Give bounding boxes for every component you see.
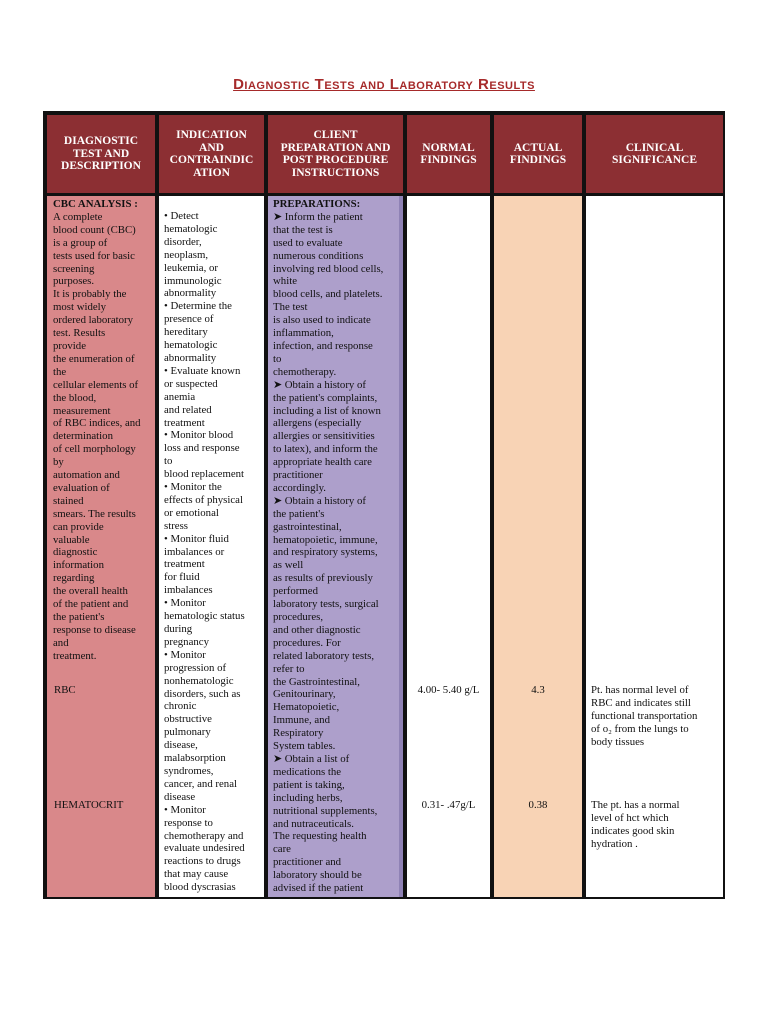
description-line: diagnostic — [53, 546, 98, 559]
col-actual-findings — [494, 196, 582, 897]
description-line: automation and — [53, 469, 120, 482]
instruction-line: is also used to indicate — [273, 314, 371, 327]
indication-line: disorder, — [164, 235, 202, 248]
indication-line: disorders, such as — [164, 687, 241, 700]
description-line: is a group of — [53, 236, 108, 249]
instruction-line: Respiratory — [273, 727, 324, 740]
description-line: blood count (CBC) — [53, 223, 136, 236]
instruction-line: practitioner — [273, 469, 323, 482]
instruction-line: used to evaluate — [273, 236, 343, 249]
indication-line: evaluate undesired — [164, 842, 245, 855]
indication-line: • Monitor — [164, 803, 206, 816]
indication-line: hematologic — [164, 339, 218, 352]
instruction-line: ➤ Obtain a history of — [273, 494, 367, 507]
description-line: valuable — [53, 533, 90, 546]
indication-line: to — [164, 455, 173, 468]
instruction-line: The requesting health — [273, 830, 367, 843]
rbc-normal-value: 4.00- 5.40 g/L — [417, 684, 480, 696]
indication-line: blood replacement — [164, 468, 245, 481]
indication-line: disease, — [164, 739, 198, 752]
instruction-line: and respiratory systems, — [273, 546, 378, 559]
instruction-line: laboratory should be — [273, 869, 362, 882]
indication-line: • Monitor blood — [164, 429, 234, 442]
col-clinical-significance — [586, 196, 723, 897]
rbc-label: RBC — [54, 684, 76, 696]
description-line: by — [53, 456, 64, 469]
significance-line: level of hct which — [591, 811, 669, 824]
description-line: regarding — [53, 572, 95, 585]
description-line: A complete — [53, 210, 103, 223]
instruction-line: that the test is — [273, 223, 333, 236]
instruction-line: chemotherapy. — [273, 365, 337, 378]
significance-line: Pt. has normal level of — [591, 684, 689, 696]
instruction-line: allergies or sensitivities — [273, 430, 375, 443]
description-line: and — [53, 636, 69, 649]
description-line: of the patient and — [53, 598, 129, 611]
instruction-line: to latex), and inform the — [273, 443, 378, 456]
indication-line: • Evaluate known — [164, 364, 241, 377]
description-line: can provide — [53, 520, 104, 533]
instruction-line: hematopoietic, immune, — [273, 533, 378, 546]
page-title: Diagnostic Tests and Laboratory Results — [233, 76, 535, 93]
indication-line: hematologic status — [164, 610, 245, 623]
indication-line: • Detect — [164, 210, 199, 222]
indication-line: treatment — [164, 558, 205, 571]
header-clinical-significance: CLINICAL SIGNIFICANCE — [586, 115, 723, 193]
description-line: purposes. — [53, 275, 95, 288]
description-line: provide — [53, 339, 86, 352]
instruction-line: involving red blood cells, — [273, 262, 384, 275]
instruction-line: the patient's complaints, — [273, 391, 378, 404]
indication-line: anemia — [164, 390, 196, 403]
description-line: cellular elements of — [53, 378, 139, 391]
indication-line: stress — [164, 519, 188, 532]
significance-line: of o₂ from the lungs to — [591, 722, 689, 735]
significance-line: indicates good skin — [591, 824, 675, 837]
cbc-description — [53, 211, 150, 663]
indication-line: treatment — [164, 416, 205, 429]
description-line: tests used for basic — [53, 249, 135, 262]
instruction-line: ➤ Obtain a list of — [273, 752, 350, 765]
description-line: screening — [53, 262, 95, 275]
indication-line: pregnancy — [164, 635, 209, 648]
header-normal-findings: NORMAL FINDINGS — [407, 115, 490, 193]
indication-line: chronic — [164, 700, 197, 713]
description-line: of cell morphology — [53, 443, 136, 456]
instruction-line: the patient's — [273, 507, 325, 520]
instruction-line: and nutraceuticals. — [273, 817, 354, 830]
indication-line: response to — [164, 816, 213, 829]
indication-line: cancer, and renal — [164, 777, 237, 790]
instruction-line: medications the — [273, 765, 342, 778]
instruction-line: as results of previously — [273, 572, 373, 585]
instruction-line: System tables. — [273, 740, 336, 753]
instruction-line: Genitourinary, — [273, 688, 336, 701]
indication-line: syndromes, — [164, 764, 214, 777]
description-line: the blood, — [53, 391, 97, 404]
instruction-line: including a list of known — [273, 404, 381, 417]
indication-line: obstructive — [164, 713, 212, 726]
instruction-line: to — [273, 352, 282, 365]
instruction-line: advised if the patient — [273, 882, 364, 895]
indication-line: • Monitor fluid — [164, 532, 229, 545]
description-line: determination — [53, 430, 113, 443]
indication-line: • Monitor — [164, 648, 206, 661]
rbc-significance — [591, 684, 697, 749]
description-line: It is probably the — [53, 288, 127, 301]
col-normal-findings — [407, 196, 490, 897]
instruction-line: related laboratory tests, — [273, 649, 375, 662]
significance-line: hydration . — [591, 837, 638, 850]
indication-line: during — [164, 623, 193, 635]
indication-line: and related — [164, 403, 212, 416]
description-line: the overall health — [53, 585, 128, 598]
instruction-line: Hematopoietic, — [273, 701, 340, 714]
instruction-line: ➤ Obtain a history of — [273, 378, 367, 391]
indication-line: neoplasm, — [164, 248, 209, 261]
description-line: ordered laboratory — [53, 314, 134, 327]
indication-line: pulmonary — [164, 726, 211, 739]
instruction-line: care — [273, 843, 291, 856]
instruction-line: as well — [273, 559, 304, 572]
instruction-line: the Gastrointestinal, — [273, 675, 360, 688]
description-line: information — [53, 559, 104, 572]
indication-line: loss and response — [164, 442, 240, 455]
results-table — [43, 111, 725, 899]
instruction-line: refer to — [273, 662, 305, 675]
significance-line: RBC and indicates still — [591, 696, 691, 709]
significance-line: functional transportation — [591, 709, 698, 722]
indication-line: hematologic — [164, 222, 218, 235]
indication-list — [164, 210, 259, 894]
indication-line: • Monitor — [164, 597, 206, 610]
description-line: test. Results — [53, 327, 106, 340]
instruction-line: laboratory tests, surgical — [273, 598, 379, 611]
hct-normal-value: 0.31- .47g/L — [421, 799, 476, 811]
indication-line: or emotional — [164, 506, 219, 519]
instruction-line: patient is taking, — [273, 778, 345, 791]
instruction-line: Immune, and — [273, 714, 330, 727]
instruction-line: appropriate health care — [273, 456, 372, 469]
header-client-preparation: CLIENT PREPARATION AND POST PROCEDURE INSTRUCTIONS — [268, 115, 403, 193]
indication-line: progression of — [164, 661, 227, 674]
description-line: evaluation of — [53, 481, 110, 494]
instruction-line: and other diagnostic — [273, 623, 361, 636]
instruction-line: blood cells, and platelets. — [273, 288, 383, 301]
indication-line: blood dyscrasias — [164, 881, 236, 894]
instruction-line: gastrointestinal, — [273, 520, 342, 533]
indication-line: leukemia, or — [164, 261, 218, 274]
indication-line: reactions to drugs — [164, 855, 241, 868]
indication-line: disease — [164, 790, 196, 803]
preparations-heading: PREPARATIONS: — [273, 198, 361, 210]
hct-actual-value: 0.38 — [528, 799, 548, 811]
indication-line: or suspected — [164, 377, 218, 390]
description-line: response to disease — [53, 623, 136, 636]
indication-line: that may cause — [164, 868, 229, 881]
instruction-line: practitioner and — [273, 856, 342, 869]
indication-line: chemotherapy and — [164, 829, 244, 842]
indication-line: effects of physical — [164, 493, 243, 506]
instruction-line: The test — [273, 301, 308, 314]
col-client-preparation — [268, 196, 403, 897]
header-indication: INDICATION AND CONTRAINDIC ATION — [159, 115, 264, 193]
preparation-instructions — [273, 211, 394, 895]
instruction-line: including herbs, — [273, 791, 343, 804]
indication-line: imbalances — [164, 584, 213, 597]
indication-line: imbalances or — [164, 545, 225, 558]
col-indication — [159, 196, 264, 897]
indication-line: hereditary — [164, 326, 208, 339]
description-line: most widely — [53, 301, 107, 314]
instruction-line: numerous conditions — [273, 249, 364, 262]
description-line: the patient's — [53, 611, 105, 623]
instruction-line: performed — [273, 585, 318, 598]
indication-line: presence of — [164, 313, 214, 326]
indication-line: abnormality — [164, 351, 217, 364]
cbc-heading: CBC ANALYSIS : — [53, 198, 138, 210]
description-line: the enumeration of — [53, 352, 135, 365]
instruction-line: white — [273, 275, 297, 288]
indication-line: abnormality — [164, 287, 217, 300]
instruction-line: inflammation, — [273, 327, 334, 340]
description-line: stained — [53, 494, 84, 507]
indication-line: • Monitor the — [164, 481, 222, 494]
significance-line: body tissues — [591, 735, 645, 748]
rbc-actual-value: 4.3 — [531, 684, 545, 696]
indication-line: immunologic — [164, 274, 222, 287]
instruction-line: infection, and response — [273, 339, 373, 352]
indication-line: for fluid — [164, 571, 200, 584]
col-diagnostic-test — [47, 196, 155, 897]
hct-significance — [591, 799, 679, 851]
header-actual-findings: ACTUAL FINDINGS — [494, 115, 582, 193]
instruction-line: procedures, — [273, 611, 324, 623]
hematocrit-label: HEMATOCRIT — [54, 799, 124, 811]
header-diagnostic-test: DIAGNOSTIC TEST AND DESCRIPTION — [47, 115, 155, 193]
instruction-line: allergens (especially — [273, 417, 362, 430]
indication-line: malabsorption — [164, 752, 226, 765]
instruction-line: procedures. For — [273, 636, 341, 649]
instruction-line: ➤ Inform the patient — [273, 210, 363, 223]
indication-line: • Determine the — [164, 300, 232, 313]
instruction-line: nutritional supplements, — [273, 804, 378, 817]
description-line: measurement — [53, 404, 111, 417]
indication-line: nonhematologic — [164, 674, 234, 687]
instruction-line: accordingly. — [273, 481, 326, 494]
description-line: treatment. — [53, 649, 97, 662]
description-line: of RBC indices, and — [53, 417, 141, 430]
significance-line: The pt. has a normal — [591, 799, 680, 811]
description-line: the — [53, 365, 67, 378]
description-line: smears. The results — [53, 507, 136, 520]
